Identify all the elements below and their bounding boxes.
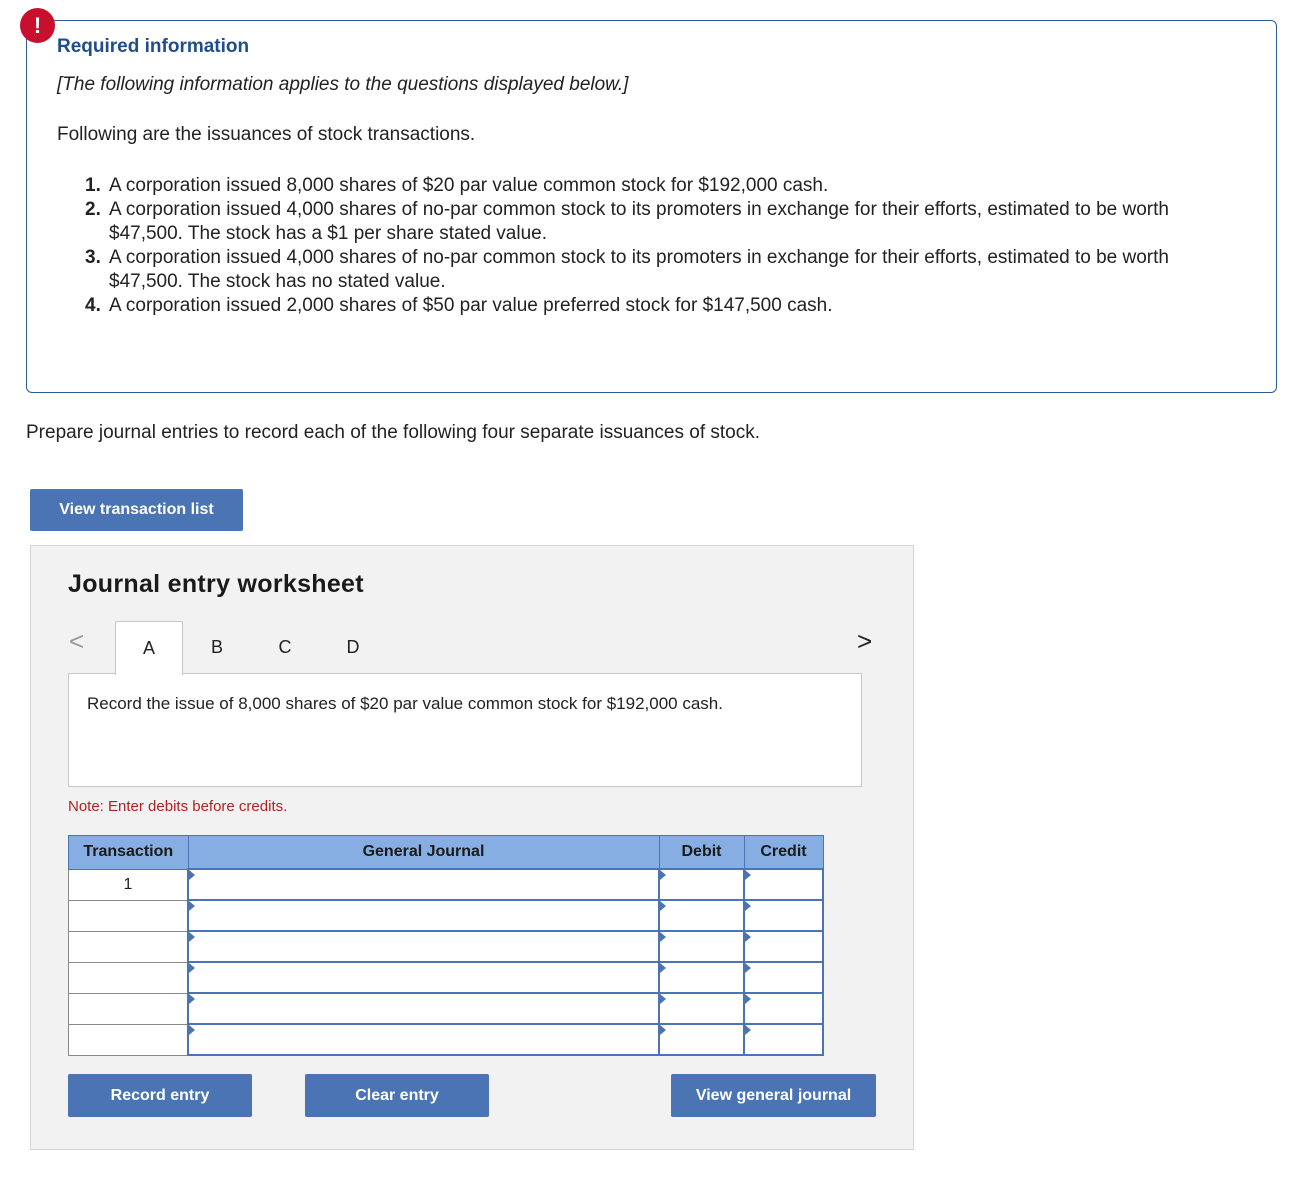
credit-input[interactable] xyxy=(744,931,823,962)
credit-input[interactable] xyxy=(744,1024,823,1055)
transaction-item: 4. A corporation issued 2,000 shares of $50 par value preferred stock for $147,500 cash. xyxy=(85,295,833,316)
journal-entry-worksheet xyxy=(30,545,914,1150)
account-input[interactable] xyxy=(188,869,659,900)
account-input[interactable] xyxy=(188,1024,659,1055)
tab-a[interactable]: A xyxy=(115,621,183,675)
record-entry-button[interactable]: Record entry xyxy=(68,1074,252,1117)
account-input[interactable] xyxy=(188,962,659,993)
table-row xyxy=(69,900,824,931)
transaction-item: 3. A corporation issued 4,000 shares of no-par common stock to its promoters in exchange for their efforts, estimated to be worth $47,500. The stock has no stated value. xyxy=(85,247,1169,292)
info-subtitle: [The following information applies to the questions displayed below.] xyxy=(57,74,629,95)
tab-b[interactable]: B xyxy=(210,637,223,657)
table-row xyxy=(69,993,824,1024)
col-credit: Credit xyxy=(744,836,823,870)
transaction-cell xyxy=(69,1024,189,1055)
chevron-right-icon[interactable]: > xyxy=(857,626,873,656)
transaction-list xyxy=(85,174,1195,318)
journal-table-header xyxy=(69,836,824,870)
credit-input[interactable] xyxy=(744,993,823,1024)
table-row xyxy=(69,869,824,900)
transaction-cell xyxy=(69,993,189,1024)
credit-input[interactable] xyxy=(744,869,823,900)
account-input[interactable] xyxy=(188,993,659,1024)
col-transaction: Transaction xyxy=(69,836,189,870)
account-input[interactable] xyxy=(188,900,659,931)
clear-entry-button[interactable]: Clear entry xyxy=(305,1074,489,1117)
info-lead: Following are the issuances of stock transactions. xyxy=(57,124,476,145)
entry-description: Record the issue of 8,000 shares of $20 par value common stock for $192,000 cash. xyxy=(87,694,723,713)
journal-table xyxy=(68,835,824,1056)
view-transaction-list-button[interactable]: View transaction list xyxy=(30,489,243,531)
credit-input[interactable] xyxy=(744,900,823,931)
transaction-cell: 1 xyxy=(69,869,189,900)
transaction-cell xyxy=(69,931,189,962)
debit-input[interactable] xyxy=(659,869,744,900)
entry-description-box xyxy=(68,673,862,787)
info-title: Required information xyxy=(57,36,250,57)
view-general-journal-button[interactable]: View general journal xyxy=(671,1074,876,1117)
account-input[interactable] xyxy=(188,931,659,962)
worksheet-title: Journal entry worksheet xyxy=(68,570,364,598)
debit-input[interactable] xyxy=(659,931,744,962)
debit-input[interactable] xyxy=(659,993,744,1024)
col-debit: Debit xyxy=(659,836,744,870)
chevron-left-icon[interactable]: < xyxy=(69,626,85,656)
debit-credit-note: Note: Enter debits before credits. xyxy=(68,798,288,815)
table-row xyxy=(69,1024,824,1055)
table-row xyxy=(69,931,824,962)
tab-d[interactable]: D xyxy=(346,637,360,657)
debit-input[interactable] xyxy=(659,962,744,993)
transaction-item: 1. A corporation issued 8,000 shares of $20 par value common stock for $192,000 cash. xyxy=(85,175,829,196)
transaction-cell xyxy=(69,962,189,993)
table-row xyxy=(69,962,824,993)
transaction-item: 2. A corporation issued 4,000 shares of no-par common stock to its promoters in exchange for their efforts, estimated to be worth $47,500. The stock has a $1 per share stated value. xyxy=(85,199,1169,244)
credit-input[interactable] xyxy=(744,962,823,993)
tab-c[interactable]: C xyxy=(278,637,292,657)
exclamation-icon: ! xyxy=(20,8,55,43)
instructions-prompt: Prepare journal entries to record each of the following four separate issuances of stock. xyxy=(26,422,761,443)
debit-input[interactable] xyxy=(659,900,744,931)
debit-input[interactable] xyxy=(659,1024,744,1055)
col-general-journal: General Journal xyxy=(188,836,659,870)
transaction-cell xyxy=(69,900,189,931)
